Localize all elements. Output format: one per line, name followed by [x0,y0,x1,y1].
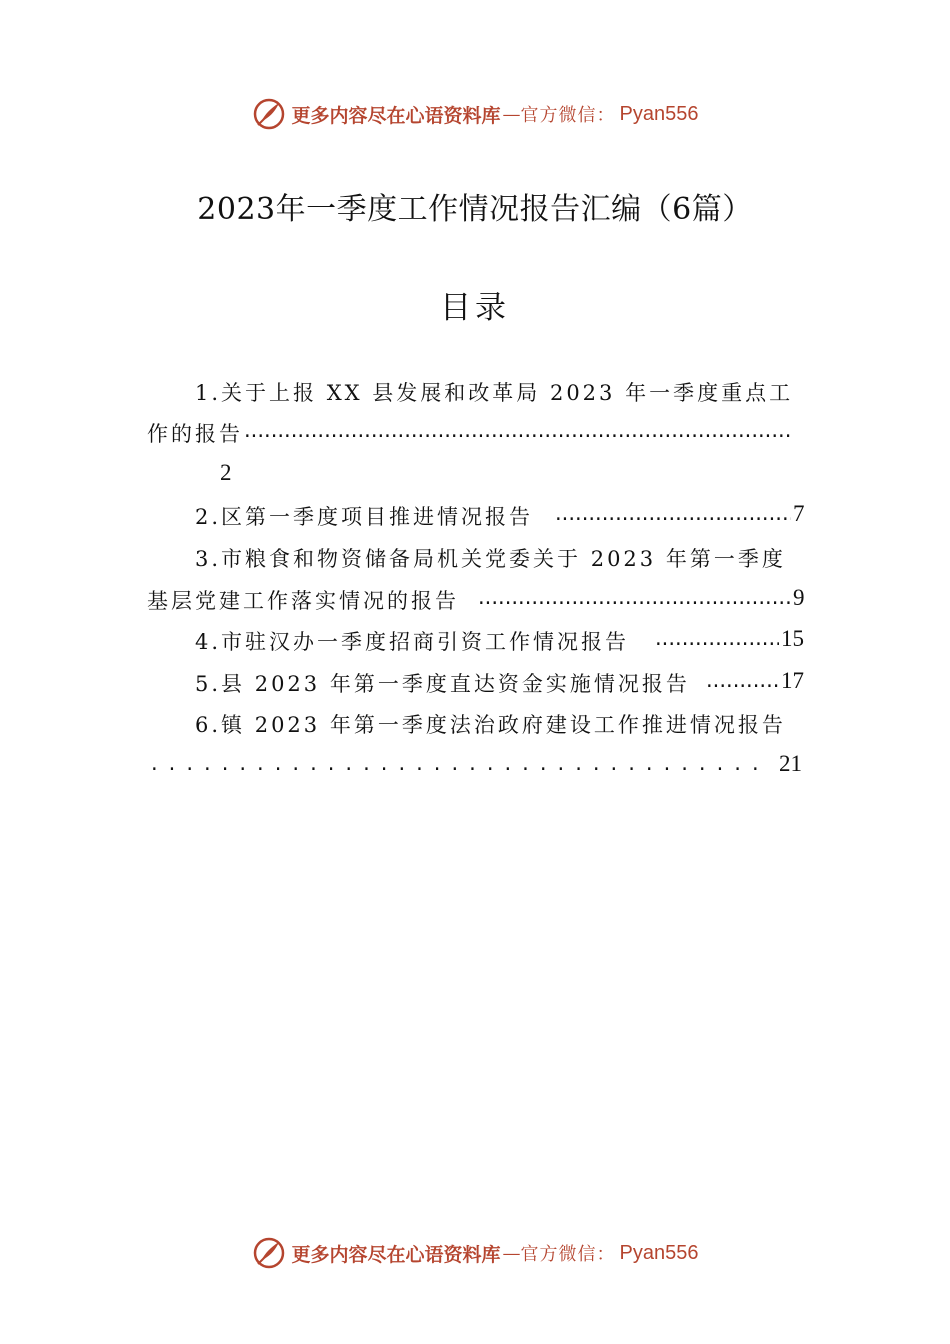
footer-banner [0,1233,950,1273]
quill-logo-icon [252,1236,286,1270]
toc-entry-5-leader [706,668,780,692]
toc-entry-1-line1[interactable]: 1.关于上报 XX 县发展和改革局 2023 年一季度重点工 [195,381,794,405]
toc-entry-1-page[interactable]: 2 [220,460,232,485]
banner-text: 更多内容尽在心语资料库 [291,104,501,127]
toc-entry-6-leader [151,751,763,775]
quill-logo-icon [252,97,286,131]
banner-label: 官方微信： [520,105,616,126]
toc-entry-3-line1[interactable]: 3.市粮食和物资储备局机关党委关于 2023 年第一季度 [195,547,786,571]
toc-entry-3-leader [478,585,790,609]
banner-separator: — [502,1242,521,1264]
wechat-id: Pyan556 [619,102,699,125]
toc-entry-4-line1[interactable]: 4.市驻汉办一季度招商引资工作情况报告 [195,630,630,654]
toc-entry-2-page[interactable]: 7 [793,501,805,526]
wechat-id: Pyan556 [619,1241,699,1264]
toc-entry-4-page[interactable]: 15 [781,626,804,651]
toc-entry-6-line1[interactable]: 6.镇 2023 年第一季度法治政府建设工作推进情况报告 [195,713,786,737]
toc-entry-3-page[interactable]: 9 [793,585,805,610]
toc-entry-1-line2[interactable]: 作的报告 [147,422,243,446]
document-title: 2023年一季度工作情况报告汇编（6篇） [197,192,753,227]
toc-entry-6-page[interactable]: 21 [779,751,802,776]
toc-entry-2-line1[interactable]: 2.区第一季度项目推进情况报告 [195,505,534,529]
toc-entry-3-line2[interactable]: 基层党建工作落实情况的报告 [147,589,459,613]
banner-label: 官方微信： [520,1244,616,1265]
toc-entry-5-line1[interactable]: 5.县 2023 年第一季度直达资金实施情况报告 [195,672,690,696]
toc-entry-4-leader [655,626,779,650]
header-banner [0,94,950,134]
toc-entry-1-leader [244,418,790,442]
toc-entry-2-leader [555,501,791,525]
banner-separator: — [502,103,521,125]
toc-entry-5-page[interactable]: 17 [781,668,804,693]
toc-heading: 目录 [440,290,510,326]
banner-text: 更多内容尽在心语资料库 [291,1243,501,1266]
